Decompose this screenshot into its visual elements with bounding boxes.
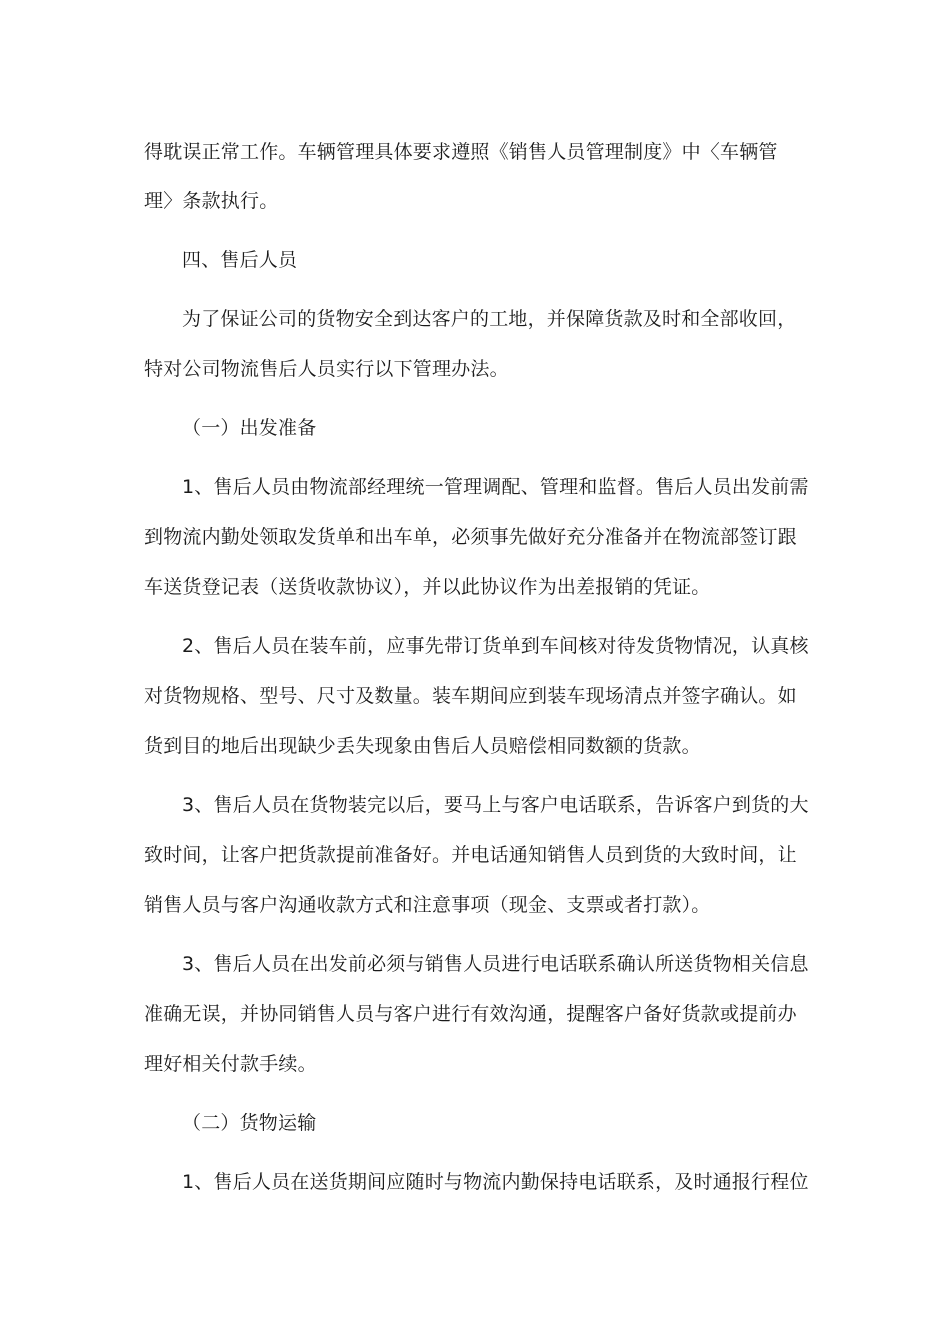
subsection-heading: （一）出发准备	[182, 417, 317, 439]
paragraph-line: 1、售后人员在送货期间应随时与物流内勤保持电话联系，及时通报行程位	[182, 1171, 809, 1193]
paragraph-line: 2、售后人员在装车前，应事先带订货单到车间核对待发货物情况，认真核	[182, 635, 809, 657]
paragraph-line: 准确无误，并协同销售人员与客户进行有效沟通，提醒客户备好货款或提前办	[144, 1003, 797, 1025]
paragraph-line: 致时间，让客户把货款提前准备好。并电话通知销售人员到货的大致时间，让	[144, 844, 797, 866]
paragraph-line: 销售人员与客户沟通收款方式和注意事项（现金、支票或者打款）。	[144, 894, 711, 916]
paragraph-line: 理好相关付款手续。	[144, 1053, 317, 1075]
paragraph-line: 1、售后人员由物流部经理统一管理调配、管理和监督。售后人员出发前需	[182, 476, 809, 498]
paragraph-line: 为了保证公司的货物安全到达客户的工地，并保障货款及时和全部收回，	[182, 308, 797, 330]
paragraph-line: 理〉条款执行。	[144, 190, 279, 212]
paragraph-line: 车送货登记表（送货收款协议），并以此协议作为出差报销的凭证。	[144, 576, 711, 598]
paragraph-line: 得耽误正常工作。车辆管理具体要求遵照《销售人员管理制度》中〈车辆管	[144, 141, 778, 163]
paragraph-line: 到物流内勤处领取发货单和出车单，必须事先做好充分准备并在物流部签订跟	[144, 526, 797, 548]
paragraph-line: 货到目的地后出现缺少丢失现象由售后人员赔偿相同数额的货款。	[144, 735, 701, 757]
paragraph-line: 特对公司物流售后人员实行以下管理办法。	[144, 358, 509, 380]
section-heading: 四、售后人员	[182, 249, 298, 271]
paragraph-line: 3、售后人员在出发前必须与销售人员进行电话联系确认所送货物相关信息	[182, 953, 809, 975]
paragraph-line: 3、售后人员在货物装完以后，要马上与客户电话联系，告诉客户到货的大	[182, 794, 809, 816]
subsection-heading: （二）货物运输	[182, 1112, 317, 1134]
paragraph-line: 对货物规格、型号、尺寸及数量。装车期间应到装车现场清点并签字确认。如	[144, 685, 797, 707]
